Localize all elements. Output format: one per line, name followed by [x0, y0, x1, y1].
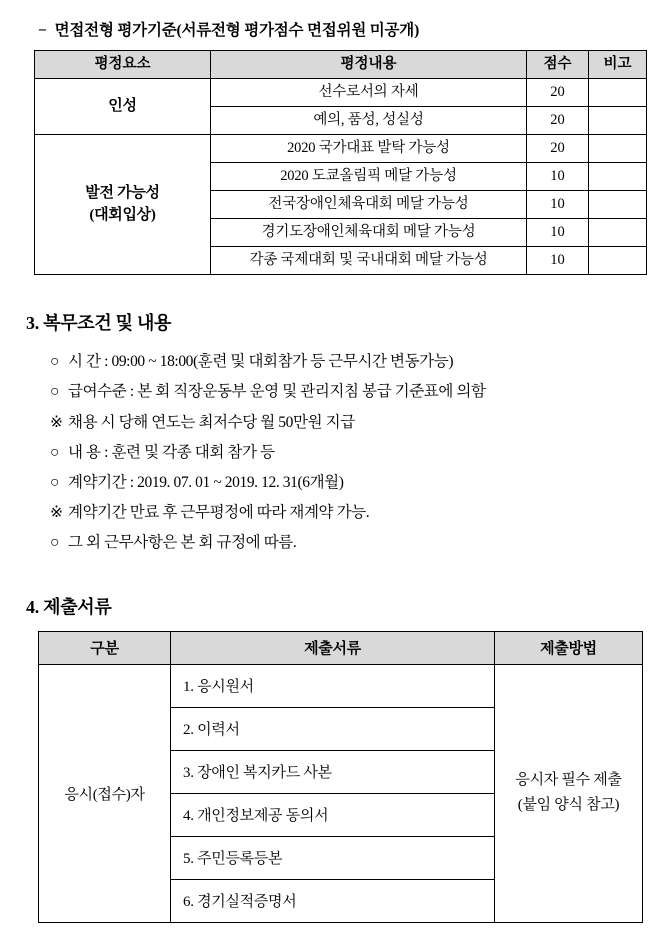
list-marker: ○ [50, 443, 59, 461]
eval-score: 10 [527, 247, 589, 275]
eval-desc: 각종 국제대회 및 국내대회 메달 가능성 [211, 247, 527, 275]
eval-note [589, 247, 647, 275]
cell-method [495, 664, 643, 922]
eval-note [589, 135, 647, 163]
list-text: 계약기간 만료 후 근무평정에 따라 재계약 가능. [68, 504, 370, 522]
list-text: 급여수준 : 본 회 직장운동부 운영 및 관리지침 봉급 기준표에 의함 [68, 383, 486, 401]
category-potential [35, 135, 211, 275]
list-text: 시 간 : 09:00 ~ 18:00(훈련 및 대회참가 등 근무시간 변동가능) [68, 353, 454, 371]
heading-text: 면접전형 평가기준(서류전형 평가점수 면접위원 미공개) [54, 22, 420, 39]
col-header-note: 비고 [589, 51, 647, 79]
list-text: 내 용 : 훈련 및 각종 대회 참가 등 [68, 443, 275, 461]
col-header-method: 제출방법 [495, 631, 643, 664]
eval-score: 10 [527, 191, 589, 219]
heading-dash: − [38, 22, 47, 39]
eval-note [589, 79, 647, 107]
cell-applicant: 응시(접수)자 [39, 664, 171, 922]
eval-desc: 2020 도쿄올림픽 메달 가능성 [211, 163, 527, 191]
method-line1: 응시자 필수 제출 [515, 771, 622, 788]
eval-score: 20 [527, 135, 589, 163]
list-marker: ○ [50, 353, 59, 371]
list-text: 채용 시 당해 연도는 최저수당 월 50만원 지급 [68, 413, 355, 431]
section-title-conditions: 3. 복무조건 및 내용 [26, 313, 172, 334]
list-item [50, 528, 646, 558]
table-row [39, 664, 643, 707]
cell-document: 2. 이력서 [171, 707, 495, 750]
category-potential-line1: 발전 가능성 [85, 184, 160, 201]
list-text: 계약기간 : 2019. 07. 01 ~ 2019. 12. 31(6개월) [68, 474, 344, 491]
col-header-score: 점수 [527, 51, 589, 79]
list-item [50, 377, 646, 407]
list-item [50, 408, 646, 438]
list-marker: ○ [50, 474, 59, 491]
col-header-division: 구분 [39, 631, 171, 664]
cell-document: 5. 주민등록등본 [171, 836, 495, 879]
col-header-documents: 제출서류 [171, 631, 495, 664]
col-header-factor: 평정요소 [35, 51, 211, 79]
table-header-row [39, 631, 643, 664]
evaluation-criteria-table [34, 50, 647, 275]
conditions-list [50, 347, 646, 559]
eval-note [589, 191, 647, 219]
list-marker: ○ [50, 534, 59, 552]
col-header-content: 평정내용 [211, 51, 527, 79]
eval-desc: 선수로서의 자세 [211, 79, 527, 107]
eval-note [589, 107, 647, 135]
cell-document: 1. 응시원서 [171, 664, 495, 707]
category-personality: 인성 [35, 79, 211, 135]
eval-desc: 경기도장애인체육대회 메달 가능성 [211, 219, 527, 247]
eval-score: 20 [527, 79, 589, 107]
eval-desc: 2020 국가대표 발탁 가능성 [211, 135, 527, 163]
list-item [50, 498, 646, 528]
table-row [35, 79, 647, 107]
eval-score: 20 [527, 107, 589, 135]
documents-table [38, 631, 643, 923]
section-title-documents: 4. 제출서류 [26, 596, 112, 617]
cell-document: 4. 개인정보제공 동의서 [171, 793, 495, 836]
list-marker: ○ [50, 383, 59, 401]
list-marker: ※ [50, 413, 63, 431]
eval-note [589, 219, 647, 247]
cell-document: 3. 장애인 복지카드 사본 [171, 750, 495, 793]
eval-desc: 예의, 품성, 성실성 [211, 107, 527, 135]
evaluation-heading [38, 18, 646, 40]
list-marker: ※ [50, 504, 63, 522]
list-text: 그 외 근무사항은 본 회 규정에 따름. [68, 534, 297, 552]
list-item [50, 347, 646, 377]
category-potential-line2: (대회입상) [89, 206, 156, 223]
method-line2: (붙임 양식 참고) [517, 797, 620, 814]
list-item [50, 438, 646, 468]
eval-note [589, 163, 647, 191]
table-row [35, 135, 647, 163]
table-header-row [35, 51, 647, 79]
cell-document: 6. 경기실적증명서 [171, 879, 495, 922]
eval-score: 10 [527, 163, 589, 191]
list-item [50, 468, 646, 498]
eval-score: 10 [527, 219, 589, 247]
eval-desc: 전국장애인체육대회 메달 가능성 [211, 191, 527, 219]
